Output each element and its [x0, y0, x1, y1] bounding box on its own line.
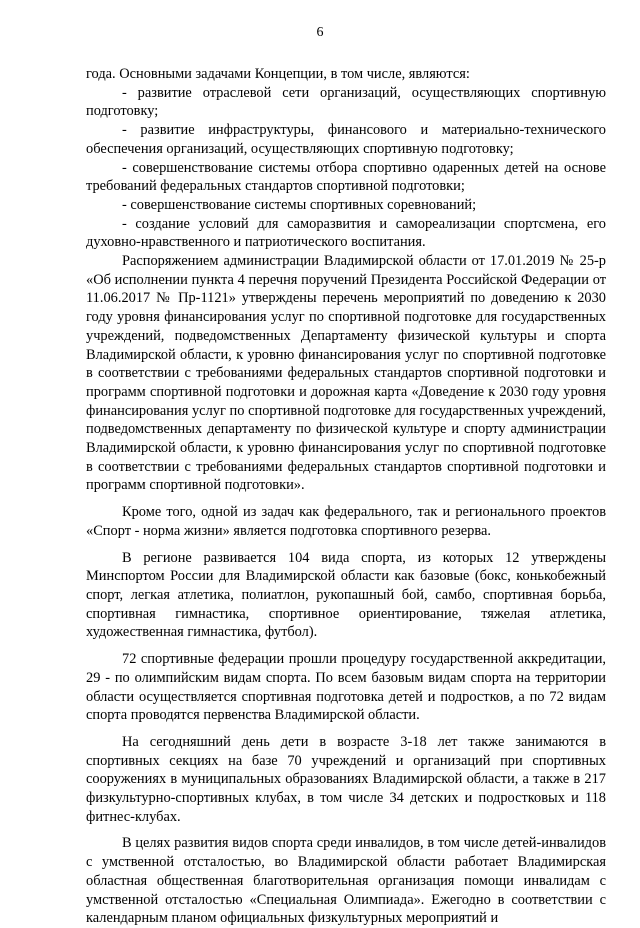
list-item: - совершенствование системы спортивных соревнований; [122, 196, 477, 213]
list-item: - развитие инфраструктуры, финансового и материально-технического обеспечения организаций, осуществляющих спортивную подготовку; [86, 122, 606, 157]
page-number: 6 [316, 25, 324, 40]
paragraph-disabled: В целях развития видов спорта среди инвалидов, в том числе детей-инвалидов с умственной отсталостью, во Владимирской области работает Владимирская областная общественная благотворительная организация помощи инвалидам с умственной отсталостью «Специальная Олимпиада». Ежегодно в соответствии с календарным планом официальных физкультурных мероприятий и [86, 835, 606, 927]
list-item: - создание условий для саморазвития и самореализации спортсмена, его духовно-нравственного и патриотического воспитания. [86, 215, 606, 251]
document-body [86, 65, 606, 928]
paragraph-intro: года. Основными задачами Концепции, в том числе, являются: [86, 66, 470, 82]
paragraph-children: На сегодняшний день дети в возрасте 3-18 лет также занимаются в спортивных секциях на базе 70 учреждений и организаций при спортивных сооружениях в муниципальных образованиях Владимирской области, а также в 217 физкультурно-спортивных клубах, в том числе 34 детских и подростковых и 118 фитнес-клубах. [86, 733, 606, 825]
list-item: - развитие отраслевой сети организаций, осуществляющих спортивную подготовку; [86, 84, 606, 120]
paragraph-decree: Распоряжением администрации Владимирской области от 17.01.2019 № 25-р «Об исполнении пункта 4 перечня поручений Президента Российской Федерации от 11.06.2017 № Пр-1121» утверждены перечень мероприятий по доведению к 2030 году уровня финансирования услуг по спортивной подготовке для государственных учреждений, подведомственных Департаменту физической культуры и спорта Владимирской области, к уровню финансирования услуг по спортивной подготовке в соответствии с требованиями федеральных стандартов спортивной подготовки и программ спортивной подготовки и дорожная карта «Доведение к 2030 году уровня финансирования услуг по спортивной подготовке для государственных учреждений, подведомственных департаменту по физической культуре и спорту администрации Владимирской области, к уровню финансирования услуг по спортивной подготовке в соответствии с требованиями федеральных стандартов спортивной подготовки и программ спортивной подготовки». [86, 253, 606, 494]
paragraph-project: Кроме того, одной из задач как федерального, так и регионального проектов «Спорт - норма жизни» является подготовка спортивного резерва. [86, 504, 606, 539]
list-item: - совершенствование системы отбора спортивно одаренных детей на основе требований федеральных стандартов спортивной подготовки; [86, 159, 606, 195]
paragraph-sports: В регионе развивается 104 вида спорта, из которых 12 утверждены Минспортом России для Владимирской области как базовые (бокс, конькобежный спорт, легкая атлетика, полиатлон, рукопашный бой, самбо, спортивная борьба, спортивная гимнастика, спортивное ориентирование, тяжелая атлетика, художественная гимнастика, футбол). [86, 549, 606, 641]
paragraph-federations: 72 спортивные федерации прошли процедуру государственной аккредитации, 29 - по олимпийским видам спорта. По всем базовым видам спорта на территории области осуществляется спортивная подготовка детей и подростков, а по 72 видам спорта проводятся первенства Владимирской области. [86, 651, 606, 724]
